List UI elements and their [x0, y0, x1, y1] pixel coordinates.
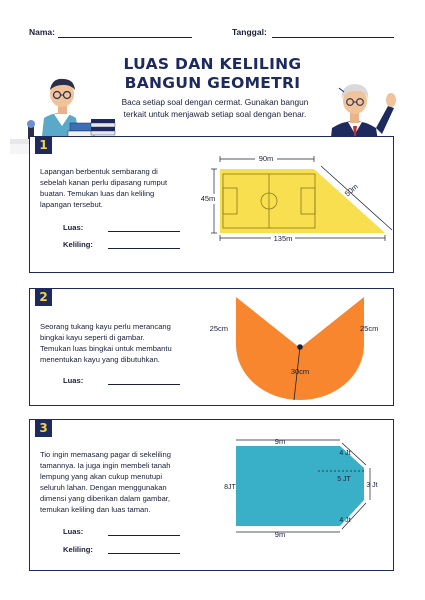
dim-bottom: 135m	[273, 234, 293, 243]
question-1-line: buatan. Temukan luas dan keliling	[40, 189, 155, 198]
dim-radius: 30cm	[290, 367, 310, 376]
q3-luas-answer[interactable]	[108, 535, 180, 536]
garden-shape	[236, 446, 364, 526]
frame-figure	[209, 290, 390, 402]
question-1-line: sebelah kanan perlu dipasang rumput	[40, 178, 168, 187]
question-2-text	[40, 321, 172, 365]
dim-left: 8JT	[224, 484, 236, 491]
q2-luas-label: Luas:	[63, 376, 84, 385]
question-number-3: 3	[35, 420, 52, 437]
dim-upper-slant: 4 Jt	[339, 450, 351, 457]
question-1-line: Lapangan berbentuk sembarang di	[40, 167, 158, 176]
page-title-line1: LUAS DAN KELILING	[123, 55, 302, 73]
intro-text: Baca setiap soal dengan cermat. Gunakan bangun terkait untuk menjawab setiap soal dengan benar.	[121, 97, 309, 119]
name-field[interactable]	[58, 37, 192, 38]
dim-top: 9m	[274, 437, 286, 446]
q2-luas-answer[interactable]	[108, 384, 180, 385]
q1-luas-answer[interactable]	[108, 231, 180, 232]
dim-bottom: 9m	[274, 530, 286, 539]
name-label: Nama:	[29, 27, 55, 37]
question-2-line: Seorang tukang kayu perlu merancang	[40, 322, 171, 331]
q3-luas-label: Luas:	[63, 527, 84, 536]
question-3-line: Tio ingin memasang pagar di sekeliling	[40, 450, 171, 459]
dim-slant: 50m	[342, 181, 360, 199]
question-1-line: lapangan tersebut.	[40, 200, 103, 209]
question-2-line: menentukan kayu yang dibutuhkan.	[40, 355, 160, 364]
field-figure	[195, 150, 395, 245]
question-1-text	[40, 166, 167, 210]
q1-keliling-answer[interactable]	[108, 248, 180, 249]
question-3-line: seluruh lahan. Dengan menggunakan	[40, 483, 167, 492]
dim-left: 25cm	[209, 324, 228, 333]
q1-luas-label: Luas:	[63, 223, 84, 232]
q1-keliling-label: Keliling:	[63, 240, 93, 249]
q3-keliling-label: Keliling:	[63, 545, 93, 554]
dim-right: 25cm	[360, 324, 379, 333]
dim-top: 90m	[258, 154, 274, 163]
date-label: Tanggal:	[232, 27, 267, 37]
question-number-2: 2	[35, 289, 52, 306]
question-3-line: lempung yang akan cukup menutupi	[40, 472, 163, 481]
page-title-line2: BANGUN GEOMETRI	[124, 74, 301, 92]
dim-inner: 5 JT	[337, 476, 351, 483]
dim-left: 45m	[200, 194, 216, 203]
question-number-1: 1	[35, 137, 52, 154]
question-2-line: bingkai kayu seperti di gambar.	[40, 333, 145, 342]
garden-figure	[222, 434, 390, 542]
dim-lower-slant: 4 Jt	[339, 517, 351, 524]
question-2-line: Temukan luas bingkai untuk membantu	[40, 344, 172, 353]
question-3-text	[40, 449, 171, 515]
dim-right: 3 Jt	[366, 482, 378, 489]
date-field[interactable]	[272, 37, 394, 38]
question-3-line: tamannya. Ia juga ingin membeli tanah	[40, 461, 171, 470]
question-3-line: temukan keliling dan luas taman.	[40, 505, 151, 514]
q3-keliling-answer[interactable]	[108, 553, 180, 554]
question-3-line: dimensi yang diberikan dalam gambar,	[40, 494, 171, 503]
